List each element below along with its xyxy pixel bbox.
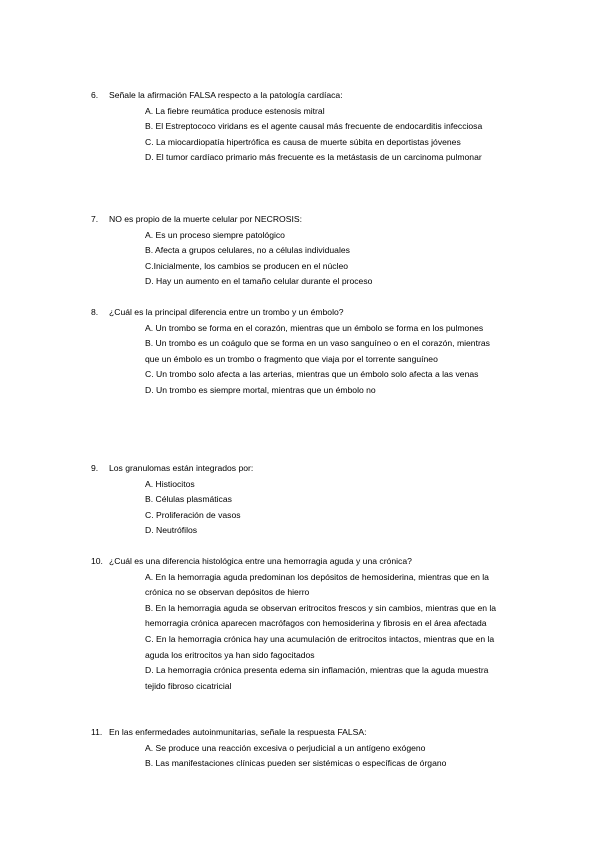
options-list [145, 228, 505, 290]
option-c: C. En la hemorragia crónica hay una acumulación de eritrocitos intactos, mientras que en la aguda los eritrocitos ya han sido fagocitados [145, 633, 495, 660]
question-number: 11. [91, 727, 103, 737]
question-8 [91, 305, 511, 399]
question-number: 6. [91, 90, 99, 100]
question-text: ¿Cuál es la principal diferencia entre un trombo y un émbolo? [109, 307, 344, 317]
question-7 [91, 212, 511, 290]
question-6 [91, 88, 511, 166]
question-text: Señale la afirmación FALSA respecto a la patología cardíaca: [109, 90, 343, 100]
question-number: 9. [91, 463, 99, 473]
question-text: En las enfermedades autoinmunitarias, señale la respuesta FALSA: [109, 727, 367, 737]
question-stem [91, 461, 511, 477]
option-d: D. Un trombo es siempre mortal, mientras que un émbolo no [145, 384, 376, 395]
question-stem [91, 88, 511, 104]
question-10 [91, 554, 511, 694]
option-d: D. El tumor cardíaco primario más frecuente es la metástasis de un carcinoma pulmonar [145, 152, 482, 163]
option-b: B. Afecta a grupos celulares, no a células individuales [145, 245, 350, 256]
options-list [145, 741, 505, 772]
question-text: Los granulomas están integrados por: [109, 463, 254, 473]
option-a: A. Histiocitos [145, 478, 195, 489]
option-a: A. Es un proceso siempre patológico [145, 229, 285, 240]
option-c: C. Proliferación de vasos [145, 509, 241, 520]
option-c: C.Inicialmente, los cambios se producen en el núcleo [145, 260, 349, 271]
option-a: A. En la hemorragia aguda predominan los depósitos de hemosiderina, mientras que en la crónica no se observan depósitos de hierro [145, 571, 489, 598]
option-b: B. En la hemorragia aguda se observan eritrocitos frescos y sin cambios, mientras que en la hemorragia crónica aparecen macrófagos con hemosiderina y fibrosis en el área afectada [145, 602, 497, 629]
question-stem [91, 725, 511, 741]
question-stem [91, 212, 511, 228]
options-list [145, 477, 505, 539]
question-text: ¿Cuál es una diferencia histológica entre una hemorragia aguda y una crónica? [109, 556, 412, 566]
option-a: A. Un trombo se forma en el corazón, mientras que un émbolo se forma en los pulmones [145, 322, 484, 333]
options-list [145, 570, 505, 695]
question-stem [91, 305, 511, 321]
option-b: B. Las manifestaciones clínicas pueden ser sistémicas o específicas de órgano [145, 758, 447, 769]
question-number: 8. [91, 307, 99, 317]
option-d: D. Neutrófilos [145, 525, 198, 536]
option-b: B. Células plasmáticas [145, 494, 232, 505]
option-a: A. Se produce una reacción excesiva o perjudicial a un antígeno exógeno [145, 742, 426, 753]
options-list [145, 104, 505, 166]
option-d: D. Hay un aumento en el tamaño celular durante el proceso [145, 276, 373, 287]
question-stem [91, 554, 511, 570]
option-b: B. El Estreptococo viridans es el agente causal más frecuente de endocarditis infecciosa [145, 121, 483, 132]
option-a: A. La fiebre reumática produce estenosis mitral [145, 105, 325, 116]
option-b: B. Un trombo es un coágulo que se forma en un vaso sanguíneo o en el corazón, mientras que un émbolo es un trombo o fragmento que viaja por el torrente sanguíneo [145, 338, 490, 364]
question-number: 7. [91, 214, 99, 224]
question-9 [91, 461, 511, 539]
option-d: D. La hemorragia crónica presenta edema sin inflamación, mientras que la aguda muestra tejido fibroso cicatricial [145, 665, 489, 691]
question-11 [91, 725, 511, 772]
options-list [145, 321, 505, 399]
option-c: C. Un trombo solo afecta a las arterias, mientras que un émbolo solo afecta a las venas [145, 369, 479, 380]
question-number: 10. [91, 556, 103, 566]
option-c: C. La miocardiopatía hipertrófica es causa de muerte súbita en deportistas jóvenes [145, 136, 461, 147]
question-text: NO es propio de la muerte celular por NECROSIS: [109, 214, 302, 224]
